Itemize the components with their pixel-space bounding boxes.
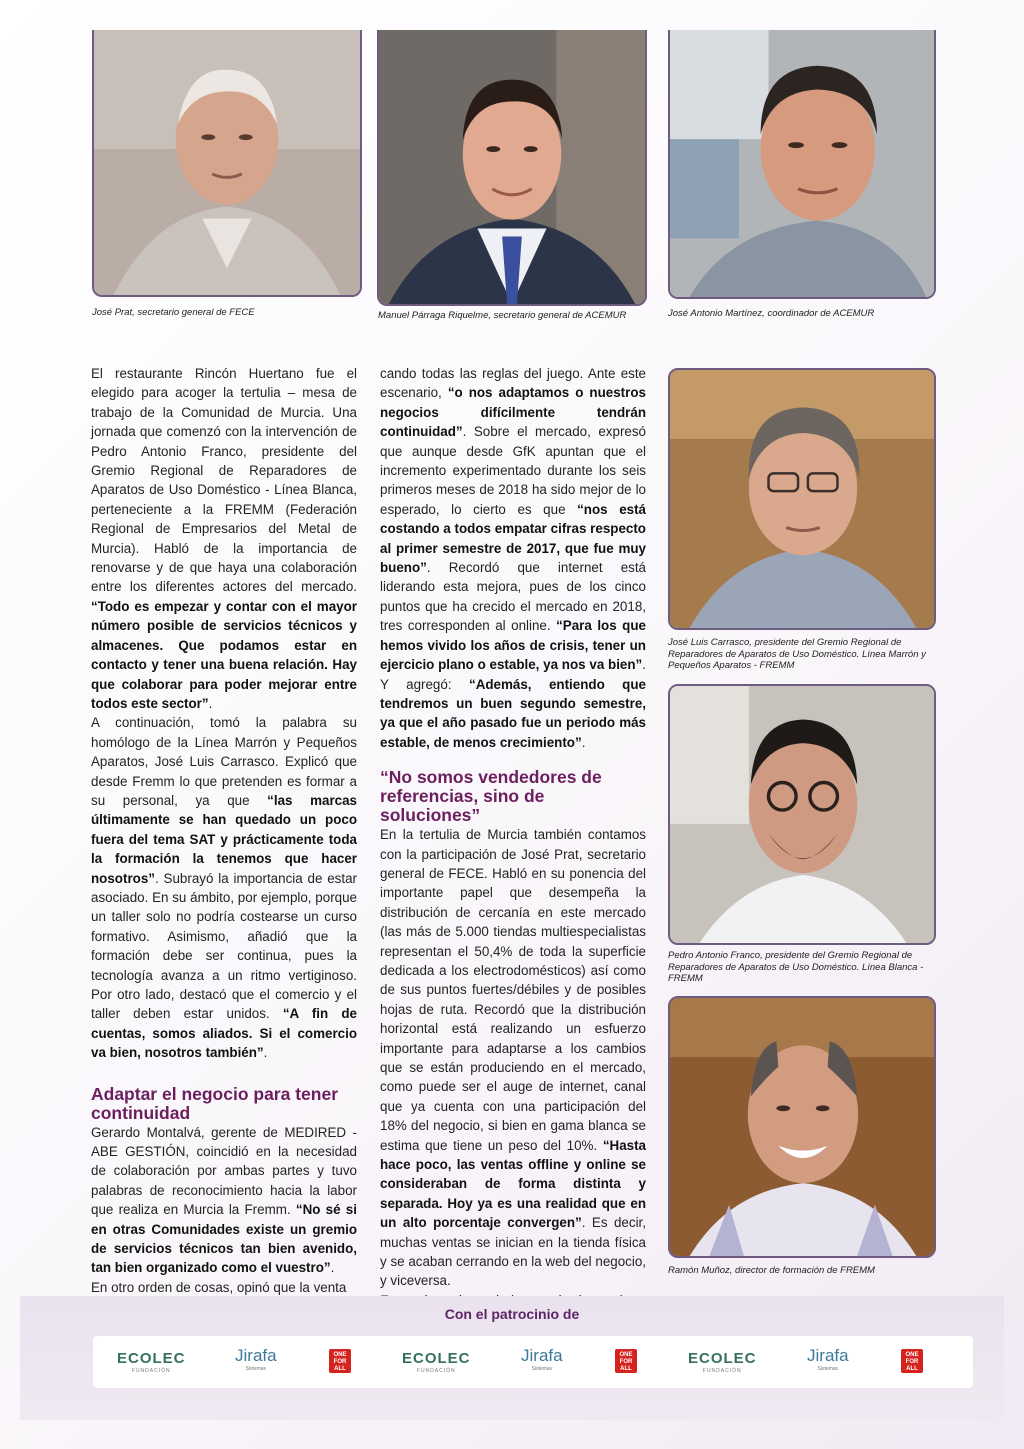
quote: “las marcas últimamente se han quedado un poco fuera del tema SAT y prácticamente toda la formación la tenemos que hacer nosotros”	[91, 792, 357, 886]
section-heading: Adaptar el negocio para tener continuidad	[91, 1083, 339, 1123]
one-for-all-logo: ONE FOR ALL	[615, 1349, 637, 1373]
jirafa-logo: Jirafa Sistemas	[807, 1346, 849, 1372]
caption-pedro-antonio-franco: Pedro Antonio Franco, presidente del Gremio Regional de Reparadores de Aparatos de Uso Doméstico. Línea Blanca - FREMM	[668, 950, 924, 984]
quote: “Hasta hace poco, las ventas offline y online se consideraban de forma distinta y separada. Hoy ya es una realidad que en un alto porcentaje convergen”	[380, 1137, 646, 1231]
quote: “A fin de cuentas, somos aliados. Si el comercio va bien, nosotros también”	[91, 1006, 357, 1061]
paragraph: cando todas las reglas del juego. Ante este escenario, “o nos adaptamos o nuestros negocios difícilmente tendrán continuidad”. Sobre el mercado, expresó que aunque desde GfK apuntan que el incremento experimentado durante los seis primeros meses de 2018 ha sido mejor de lo esperado, lo cierto es que “nos está costando a todos empatar cifras respecto al primer semestre de 2017, que fue muy bueno”. Recordó que internet está liderando esta mejora, pues de los cinco puntos que ha crecido el mercado en 2018, tres corresponden al online. “Para los que hemos vivido los años de crisis, tener un ejercicio plano o estable, ya nos va bien”. Y agregó: “Además, entiendo que tendremos un buen segundo semestre, ya que el año pasado fue un periodo más estable, de menos crecimiento”.	[380, 366, 646, 750]
photo-pedro-antonio-franco	[668, 684, 936, 945]
sponsor-band	[20, 1296, 1004, 1420]
jirafa-logo: Jirafa Sistemas	[521, 1346, 563, 1372]
caption-jose-antonio-martinez: José Antonio Martínez, coordinador de ACEMUR	[668, 308, 875, 319]
caption-jose-prat: José Prat, secretario general de FECE	[92, 307, 255, 318]
paragraph: A continuación, tomó la palabra su homólogo de la Línea Marrón y Pequeños Aparatos, José Luis Carrasco. Explicó que desde Fremm lo que pretenden es formar a su personal, ya que “las marcas últimamente se han quedado un poco fuera del tema SAT y prácticamente toda la formación la tenemos que hacer nosotros”. Subrayó la importancia de estar asociado. En su ámbito, por ejemplo, porque un taller solo no podría costearse un curso formativo. Asimismo, añadió que la formación debe ser continua, pues la tecnología avanza a un ritmo vertiginoso. Por otro lado, destacó que el comercio y el taller deben estar unidos. “A fin de cuentas, somos aliados. Si el comercio va bien, nosotros también”.	[91, 715, 357, 1061]
caption-ramon-munoz: Ramón Muñoz, director de formación de FREMM	[668, 1265, 875, 1276]
photo-jose-prat	[92, 30, 362, 297]
quote: “nos está costando a todos empatar cifras respecto al primer semestre de 2017, que fue muy bueno”	[380, 501, 646, 576]
section-heading: “No somos vendedores de referencias, sino de soluciones”	[380, 767, 602, 826]
photo-manuel-parraga	[377, 30, 647, 306]
paragraph: En otro orden de cosas, opinó que la venta	[91, 1279, 347, 1295]
article-column-2	[380, 364, 646, 1330]
quote: “Además, entiendo que tendremos un buen segundo semestre, ya que el año pasado fue un periodo más estable, de menos crecimiento”	[380, 676, 646, 750]
quote: “o nos adaptamos o nuestros negocios difícilmente tendrán continuidad”	[380, 385, 646, 440]
ecolec-logo: ECOLEC FUNDACIÓN	[117, 1350, 186, 1374]
quote: “Todo es empezar y contar con el mayor número posible de servicios técnicos y almacenes. Que podamos estar en contacto y tener una buena relación. Hay que colaborar para poder mejorar entre todos este sector”	[91, 598, 357, 711]
quote: “Para los que hemos vivido los años de crisis, tener un ejercicio plano o estable, ya nos va bien”	[380, 618, 646, 673]
paragraph: Gerardo Montalvá, gerente de MEDIRED - ABE GESTIÓN, coincidió en la necesidad de colaboración por ambas partes y tuvo palabras de reconocimiento hacia la labor que realiza en Murcia la Fremm. “No sé si en otras Comunidades existe un gremio de servicios técnicos tan bien avenido, tan bien organizado como el vuestro”.	[91, 1124, 357, 1276]
article-column-1	[91, 364, 357, 1317]
one-for-all-logo: ONE FOR ALL	[901, 1349, 923, 1373]
photo-jose-luis-carrasco	[668, 368, 936, 630]
sponsor-title: Con el patrocinio de	[444, 1306, 580, 1322]
paragraph: En la tertulia de Murcia también contamos con la participación de José Prat, secretario general de FECE. Habló en su ponencia del importante papel que desempeña la distribución de cercanía en este mercado (las más de 5.000 tiendas multiespecialistas representan el 50,4% de toda la superficie dedicada a los electrodomésticos) así como de sus puntos fuertes/débiles y de posibles hojas de ruta. Recordó que la distribución horizontal está realizando un esfuerzo importante para adaptarse a los cambios que se están produciendo en el mercado, como puede ser el auge de internet, canal que ya cuenta con una participación del 18% del negocio, si bien en gama blanca se estima que tiene un peso del 10%. “Hasta hace poco, las ventas offline y online se consideraban de forma distinta y separada. Hoy ya es una realidad que en un alto porcentaje convergen”. Es decir, muchas ventas se inician en la tienda física y se acaban cerrando en la web del negocio, y viceversa.	[380, 827, 646, 1289]
jirafa-logo: Jirafa Sistemas	[235, 1346, 277, 1372]
one-for-all-logo: ONE FOR ALL	[329, 1349, 351, 1373]
paragraph: El restaurante Rincón Huertano fue el elegido para acoger la tertulia – mesa de trabajo de la Comunidad de Murcia. Una jornada que comenzó con la intervención de Pedro Antonio Franco, presidente del Gremio Regional de Reparadores de Aparatos de Uso Doméstico - Línea Blanca, perteneciente a la FREMM (Federación Regional de Empresarios del Metal de Murcia). Habló de la importancia de renovarse y de que haya una colaboración entre los diferentes actores del mercado. “Todo es empezar y contar con el mayor número posible de servicios técnicos y almacenes. Que podamos estar en contacto y tener una buena relación. Hay que colaborar para poder mejorar entre todos este sector”.	[91, 366, 357, 711]
caption-jose-luis-carrasco: José Luis Carrasco, presidente del Gremio Regional de Reparadores de Aparatos de Uso Doméstico. Línea Marrón y Pequeños Aparatos - FREMM	[668, 637, 926, 671]
photo-ramon-munoz	[668, 996, 936, 1258]
photo-jose-antonio-martinez	[668, 30, 936, 299]
ecolec-logo: ECOLEC FUNDACIÓN	[688, 1350, 757, 1374]
quote: “No sé si en otras Comunidades existe un gremio de servicios técnicos tan bien avenido, tan bien organizado como el vuestro”	[91, 1202, 357, 1276]
caption-manuel-parraga: Manuel Párraga Riquelme, secretario general de ACEMUR	[378, 310, 627, 321]
sponsor-logo-strip	[93, 1336, 973, 1388]
ecolec-logo: ECOLEC FUNDACIÓN	[402, 1350, 471, 1374]
